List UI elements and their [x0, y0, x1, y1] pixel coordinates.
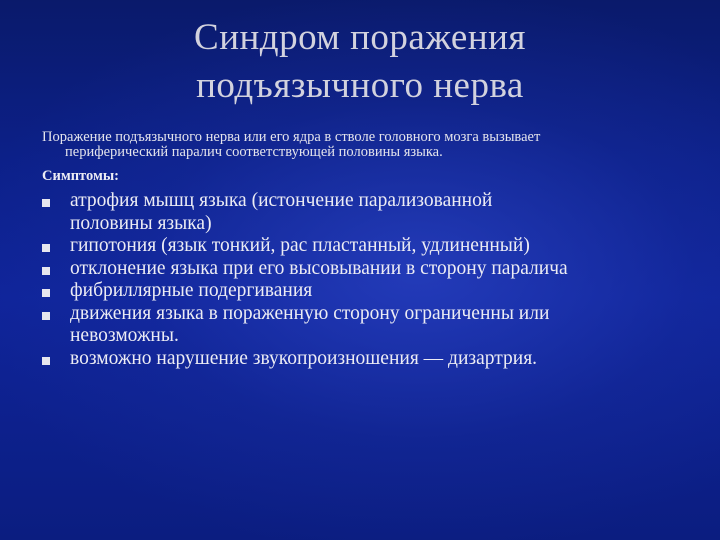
symptom-item [42, 303, 692, 348]
symptom-text: фибриллярные подергивания [70, 280, 313, 301]
symptom-text: отклонение языка при его высовывании в сторону паралича [70, 257, 568, 279]
symptom-item [42, 190, 692, 235]
intro-paragraph [42, 130, 682, 160]
bullet-square-icon [42, 289, 50, 297]
symptom-item [42, 280, 692, 303]
bullet-square-icon [42, 199, 50, 207]
symptom-item [42, 258, 692, 281]
intro-line-2: периферический паралич соответствующей половины языка. [65, 144, 443, 160]
symptom-text: движения языка в пораженную сторону ограниченны или [70, 302, 550, 324]
slide-title-line-1: Синдром поражения [194, 17, 526, 58]
bullet-square-icon [42, 312, 50, 320]
symptoms-label: Симптомы: [42, 168, 119, 184]
symptom-item [42, 235, 692, 258]
symptom-text: возможно нарушение звукопроизношения — дизартрия. [70, 347, 538, 369]
bullet-square-icon [42, 244, 50, 252]
symptom-text-continued: половины языка) [70, 212, 212, 234]
symptom-text-continued: невозможны. [70, 325, 179, 346]
symptom-text: гипотония (язык тонкий, рас пластанный, удлиненный) [70, 235, 530, 256]
symptom-list [42, 190, 692, 370]
slide-title-line-2: подъязычного нерва [196, 65, 524, 106]
slide-title [120, 14, 600, 110]
symptom-item [42, 348, 692, 371]
intro-line-1: Поражение подъязычного нерва или его ядра в стволе головного мозга вызывает [42, 129, 541, 145]
bullet-square-icon [42, 267, 50, 275]
symptom-text: атрофия мышц языка (истончение парализованной [70, 190, 493, 211]
bullet-square-icon [42, 357, 50, 365]
